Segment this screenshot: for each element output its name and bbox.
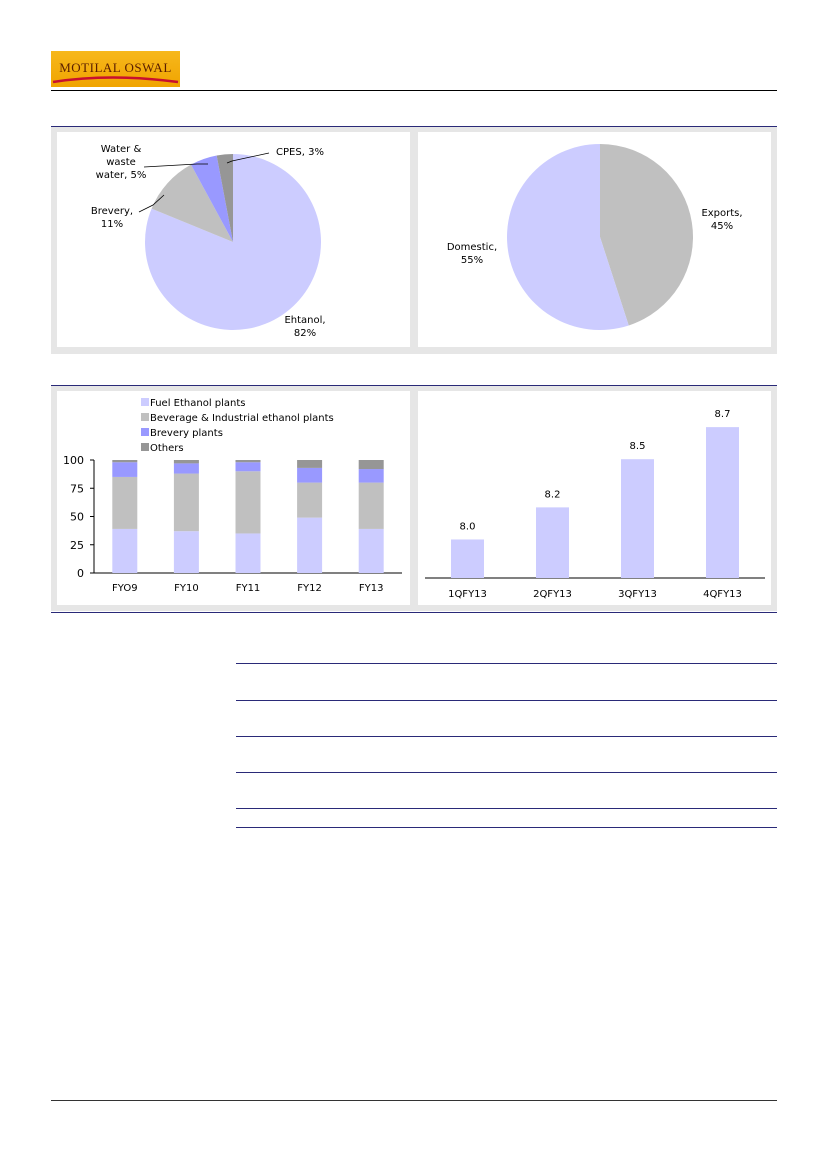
x-tick-label: 3QFY13 bbox=[618, 589, 657, 600]
x-tick-label: FY13 bbox=[358, 583, 384, 594]
geography-mix-pie-chart bbox=[418, 132, 771, 347]
footer-rule bbox=[51, 1100, 777, 1101]
geography-mix-pie-panel bbox=[418, 132, 771, 347]
y-tick-label: 0 bbox=[77, 567, 84, 580]
legend-label-fuel-ethanol-plants: Fuel Ethanol plants bbox=[150, 398, 246, 409]
bar-segment-brevery-plants-fyo9 bbox=[112, 462, 137, 477]
pie-label-water: waste bbox=[106, 157, 136, 168]
pie-label-domestic: Domestic, bbox=[446, 242, 498, 253]
pie-label-brevery: 11% bbox=[100, 219, 124, 230]
bar-4qfy13 bbox=[706, 427, 739, 578]
x-tick-label: 1QFY13 bbox=[448, 589, 487, 600]
bar-segment-brevery-plants-fy12 bbox=[297, 468, 322, 483]
bar-segment-beverage-industrial-ethanol-plants-fy12 bbox=[297, 483, 322, 518]
x-tick-label: FY12 bbox=[297, 583, 322, 594]
legend-label-others: Others bbox=[150, 443, 184, 454]
bar-segment-fuel-ethanol-plants-fy10 bbox=[174, 531, 199, 573]
table-rule bbox=[236, 663, 777, 664]
bar-segment-brevery-plants-fy11 bbox=[236, 462, 261, 471]
quarterly-bar-chart bbox=[418, 391, 771, 605]
x-tick-label: 2QFY13 bbox=[533, 589, 572, 600]
motilal-oswal-logo bbox=[51, 51, 180, 87]
bar-segment-fuel-ethanol-plants-fyo9 bbox=[112, 529, 137, 573]
y-tick-label: 100 bbox=[63, 454, 84, 467]
bar-segment-others-fy12 bbox=[297, 460, 322, 468]
legend-swatch-beverage-industrial-ethanol-plants bbox=[141, 413, 149, 421]
data-label-4qfy13: 8.7 bbox=[714, 409, 731, 421]
bar-segment-fuel-ethanol-plants-fy13 bbox=[359, 529, 384, 573]
plant-mix-bar-panel bbox=[57, 391, 410, 605]
bar-3qfy13 bbox=[621, 459, 654, 578]
data-label-1qfy13: 8.0 bbox=[459, 521, 476, 533]
table-rule bbox=[236, 808, 777, 809]
pie-label-water: water, 5% bbox=[95, 170, 147, 181]
revenue-mix-pie-chart bbox=[57, 132, 410, 347]
logo-text: MOTILAL OSWAL bbox=[59, 60, 172, 75]
pie-label-exports: 45% bbox=[710, 221, 734, 232]
header-rule bbox=[51, 90, 777, 91]
legend-label-beverage-industrial-ethanol-plants: Beverage & Industrial ethanol plants bbox=[150, 413, 334, 424]
bar-segment-beverage-industrial-ethanol-plants-fy11 bbox=[236, 471, 261, 533]
pie-label-domestic: 55% bbox=[460, 255, 484, 266]
table-rule bbox=[236, 700, 777, 701]
revenue-mix-pie-panel bbox=[57, 132, 410, 347]
quarterly-bar-panel bbox=[418, 391, 771, 605]
table-rule bbox=[236, 736, 777, 737]
x-tick-label: FY11 bbox=[235, 583, 261, 594]
pie-label-ehtanol: 82% bbox=[293, 328, 317, 339]
plant-mix-stacked-bar-chart bbox=[57, 391, 410, 605]
bar-segment-brevery-plants-fy10 bbox=[174, 463, 199, 473]
pie-label-cpes: CPES, 3% bbox=[276, 147, 324, 158]
data-label-2qfy13: 8.2 bbox=[544, 489, 561, 501]
bar-segment-fuel-ethanol-plants-fy12 bbox=[297, 518, 322, 573]
bar-segment-brevery-plants-fy13 bbox=[359, 469, 384, 483]
legend-swatch-others bbox=[141, 443, 149, 451]
bar-segment-beverage-industrial-ethanol-plants-fyo9 bbox=[112, 477, 137, 529]
bar-segment-others-fy10 bbox=[174, 460, 199, 463]
pie-label-exports: Exports, bbox=[701, 208, 743, 219]
pie-label-brevery: Brevery, bbox=[90, 206, 134, 217]
bar-segment-others-fy13 bbox=[359, 460, 384, 469]
legend-swatch-brevery-plants bbox=[141, 428, 149, 436]
bar-segment-fuel-ethanol-plants-fy11 bbox=[236, 533, 261, 573]
x-tick-label: FY10 bbox=[174, 583, 199, 594]
x-tick-label: FYO9 bbox=[112, 583, 138, 594]
bar-segment-beverage-industrial-ethanol-plants-fy10 bbox=[174, 474, 199, 532]
pie-label-ehtanol: Ehtanol, bbox=[284, 315, 326, 326]
table-rule bbox=[236, 772, 777, 773]
bar-segment-others-fyo9 bbox=[112, 460, 137, 462]
legend-label-brevery-plants: Brevery plants bbox=[150, 428, 223, 439]
data-label-3qfy13: 8.5 bbox=[629, 441, 646, 453]
y-tick-label: 75 bbox=[70, 482, 84, 496]
legend-swatch-fuel-ethanol-plants bbox=[141, 398, 149, 406]
bar-2qfy13 bbox=[536, 507, 569, 578]
y-tick-label: 25 bbox=[70, 538, 84, 552]
bar-1qfy13 bbox=[451, 539, 484, 578]
x-tick-label: 4QFY13 bbox=[703, 589, 742, 600]
bar-segment-beverage-industrial-ethanol-plants-fy13 bbox=[359, 483, 384, 529]
bar-segment-others-fy11 bbox=[236, 460, 261, 462]
section-rule-3 bbox=[51, 612, 777, 613]
pie-label-water: Water & bbox=[100, 144, 142, 155]
y-tick-label: 50 bbox=[70, 510, 84, 524]
table-rule bbox=[236, 827, 777, 828]
